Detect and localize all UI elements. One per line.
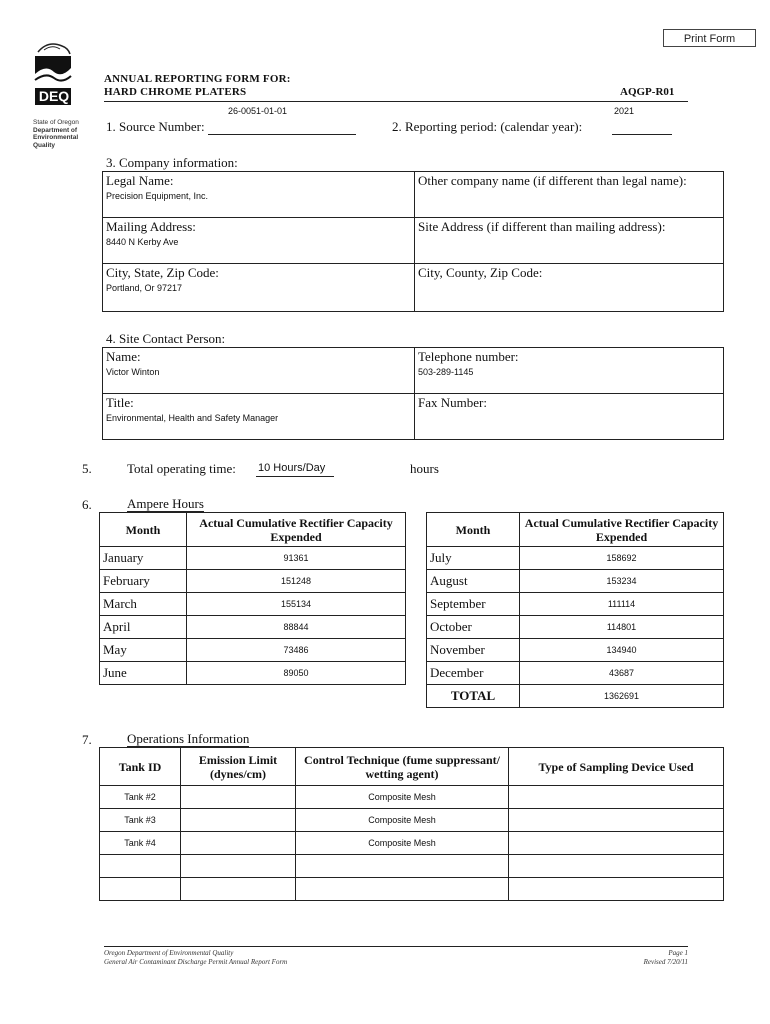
table-row: September 111114 [427,593,724,616]
reporting-period-value: 2021 [614,106,635,116]
source-number-value: 26-0051-01-01 [228,106,288,116]
contact-title-field[interactable]: Title: Environmental, Health and Safety Manager [103,394,415,440]
operating-time-value: 10 Hours/Day [258,462,326,474]
mailing-address-field[interactable]: Mailing Address: 8440 N Kerby Ave [103,218,415,264]
table-row: March 155134 [100,593,406,616]
capacity-cell[interactable]: 158692 [520,547,724,570]
company-info-table [102,171,724,312]
contact-name-value: Victor Winton [106,367,160,377]
table-row: April 88844 [100,616,406,639]
capacity-cell[interactable]: 73486 [187,639,406,662]
table-row [100,878,724,901]
emission-limit-header: Emission Limit (dynes/cm) [181,748,296,786]
source-number-label: 1. Source Number: [106,119,205,134]
table-row: December 43687 [427,662,724,685]
city-county-zip-field[interactable]: City, County, Zip Code: [415,264,724,312]
control-technique-cell[interactable] [296,878,509,901]
capacity-header: Actual Cumulative Rectifier Capacity Expended [520,513,724,547]
sampling-device-cell[interactable] [509,855,724,878]
table-row: February 151248 [100,570,406,593]
company-info-heading: 3. Company information: [106,155,238,170]
operations-table [99,747,724,901]
sampling-device-cell[interactable] [509,832,724,855]
total-row [427,685,724,708]
total-label: TOTAL [427,685,520,708]
contact-name-field[interactable]: Name: Victor Winton [103,348,415,394]
total-value[interactable]: 1362691 [520,685,724,708]
deq-logo [32,38,74,115]
capacity-cell[interactable]: 114801 [520,616,724,639]
capacity-cell[interactable]: 89050 [187,662,406,685]
table-row [100,855,724,878]
capacity-cell[interactable]: 155134 [187,593,406,616]
emission-limit-cell[interactable] [181,855,296,878]
table-row: July 158692 [427,547,724,570]
mailing-address-value: 8440 N Kerby Ave [106,237,179,247]
table-row [100,786,724,809]
table-row [100,832,724,855]
table-row: May 73486 [100,639,406,662]
control-technique-header: Control Technique (fume suppressant/ wetting agent) [296,748,509,786]
emission-limit-cell[interactable] [181,832,296,855]
ampere-hours-heading: Ampere Hours [127,496,204,511]
capacity-cell[interactable]: 91361 [187,547,406,570]
tank-id-header: Tank ID [100,748,181,786]
deq-acronym: DEQ [38,88,70,104]
control-technique-cell[interactable] [296,855,509,878]
fax-field[interactable]: Fax Number: [415,394,724,440]
city-state-zip-value: Portland, Or 97217 [106,283,183,293]
legal-name-field[interactable]: Legal Name: Precision Equipment, Inc. [103,172,415,218]
capacity-cell[interactable]: 111114 [520,593,724,616]
month-header: Month [100,513,187,547]
operating-time-field[interactable] [256,462,334,477]
print-form-button[interactable]: Print Form [663,29,756,47]
telephone-field[interactable]: Telephone number: 503-289-1145 [415,348,724,394]
telephone-value: 503-289-1145 [418,367,474,377]
city-state-zip-field[interactable]: City, State, Zip Code: Portland, Or 97217 [103,264,415,312]
tank-id-cell[interactable] [100,878,181,901]
capacity-header: Actual Cumulative Rectifier Capacity Expended [187,513,406,547]
operating-time-number: 5. [82,461,92,476]
table-row: June 89050 [100,662,406,685]
emission-limit-cell[interactable] [181,809,296,832]
sampling-device-header: Type of Sampling Device Used [509,748,724,786]
control-technique-cell[interactable]: Composite Mesh [296,832,509,855]
sampling-device-cell[interactable] [509,786,724,809]
revision-date: Revised 7/20/11 [643,958,688,966]
ampere-hours-right-table [426,512,724,708]
control-technique-cell[interactable]: Composite Mesh [296,809,509,832]
source-number-field[interactable] [208,104,356,135]
capacity-cell[interactable]: 151248 [187,570,406,593]
contact-title-value: Environmental, Health and Safety Manager [106,413,279,423]
control-technique-cell[interactable]: Composite Mesh [296,786,509,809]
site-contact-heading: 4. Site Contact Person: [106,331,226,346]
site-contact-table [102,347,724,440]
table-row [100,809,724,832]
month-header: Month [427,513,520,547]
reporting-period-label: 2. Reporting period: (calendar year): [392,119,583,134]
legal-name-value: Precision Equipment, Inc. [106,191,209,201]
table-row: November 134940 [427,639,724,662]
tank-id-cell[interactable]: Tank #3 [100,809,181,832]
tank-id-cell[interactable]: Tank #4 [100,832,181,855]
footer-divider [104,946,688,947]
page-number: Page 1 [668,949,688,957]
operating-time-label: Total operating time: [127,461,236,476]
form-id: AQGP-R01 [620,86,675,98]
table-row: August 153234 [427,570,724,593]
table-row: October 114801 [427,616,724,639]
capacity-cell[interactable]: 153234 [520,570,724,593]
department-name: State of Oregon Department of Environmental Quality [33,119,79,149]
footer-right [600,949,688,967]
emission-limit-cell[interactable] [181,786,296,809]
table-row: January 91361 [100,547,406,570]
other-company-name-field[interactable]: Other company name (if different than legal name): [415,172,724,218]
ampere-hours-number: 6. [82,497,92,512]
operations-number: 7. [82,732,92,747]
sampling-device-cell[interactable] [509,878,724,901]
form-title: ANNUAL REPORTING FORM FOR: HARD CHROME PLATERS [104,73,291,98]
capacity-cell[interactable]: 43687 [520,662,724,685]
sampling-device-cell[interactable] [509,809,724,832]
capacity-cell[interactable]: 88844 [187,616,406,639]
ampere-hours-left-table [99,512,406,685]
footer-left: Oregon Department of Environmental Quality General Air Contaminant Discharge Permit Annual Report Form [104,949,288,966]
title-divider [104,101,688,102]
operating-time-unit: hours [410,461,439,476]
capacity-cell[interactable]: 134940 [520,639,724,662]
reporting-period-field[interactable] [612,104,672,135]
tank-id-cell[interactable] [100,855,181,878]
tank-id-cell[interactable]: Tank #2 [100,786,181,809]
emission-limit-cell[interactable] [181,878,296,901]
operations-heading: Operations Information [127,731,250,746]
site-address-field[interactable]: Site Address (if different than mailing address): [415,218,724,264]
